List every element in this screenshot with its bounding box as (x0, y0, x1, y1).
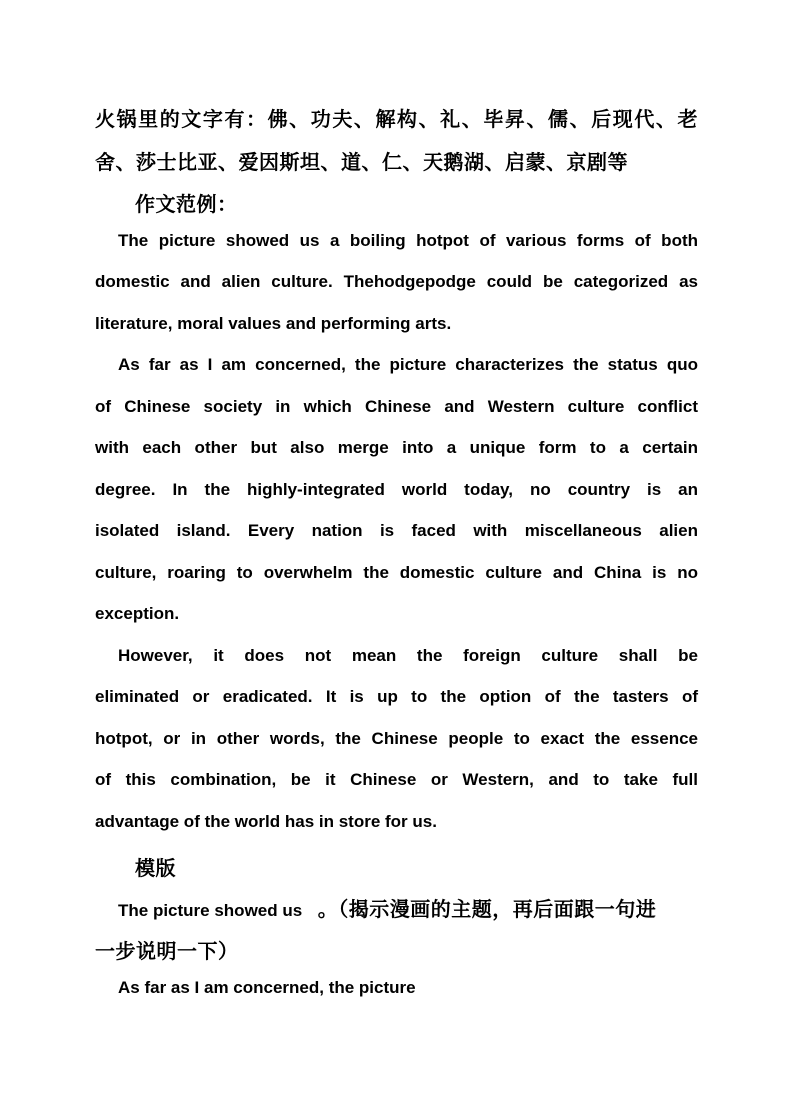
template-heading: 模版 (135, 856, 176, 880)
para3-line-1: However, it does not mean the foreign culture shall be (118, 646, 698, 665)
intro-line-2: 舍、莎士比亚、爱因斯坦、道、仁、天鹅湖、启蒙、京剧等 (95, 150, 628, 174)
para2-line-1: As far as I am concerned, the picture characterizes the status quo (118, 355, 698, 374)
para2-line-6: culture, roaring to overwhelm the domestic culture and China is no (95, 563, 698, 582)
para2-line-7: exception. (95, 604, 180, 623)
template-line-3: As far as I am concerned, the picture (118, 978, 416, 997)
para1-line-3: literature, moral values and performing arts. (95, 314, 452, 333)
template-line-1-english: The picture showed us (118, 901, 303, 920)
para2-line-2: of Chinese society in which Chinese and Western culture conflict (95, 397, 698, 416)
intro-line-1: 火锅里的文字有：佛、功夫、解构、礼、毕昇、儒、后现代、老 (95, 107, 698, 131)
para3-line-5: advantage of the world has in store for us. (95, 812, 437, 831)
para2-line-4: degree. In the highly-integrated world today, no country is an (95, 480, 698, 499)
template-line-2: 一步说明一下） (95, 939, 239, 963)
para1-line-1: The picture showed us a boiling hotpot of various forms of both (118, 231, 698, 250)
para3-line-4: of this combination, be it Chinese or Western, and to take full (95, 770, 698, 789)
para2-line-5: isolated island. Every nation is faced with miscellaneous alien (95, 521, 698, 540)
para2-line-3: with each other but also merge into a unique form to a certain (95, 438, 698, 457)
template-line-1-chinese: 。（揭示漫画的主题，再后面跟一句进 (317, 897, 657, 921)
para3-line-3: hotpot, or in other words, the Chinese people to exact the essence (95, 729, 698, 748)
example-heading: 作文范例： (135, 192, 238, 216)
template-line-1 (118, 893, 698, 922)
para3-line-2: eliminated or eradicated. It is up to the option of the tasters of (95, 687, 698, 706)
para1-line-2: domestic and alien culture. Thehodgepodge could be categorized as (95, 272, 698, 291)
